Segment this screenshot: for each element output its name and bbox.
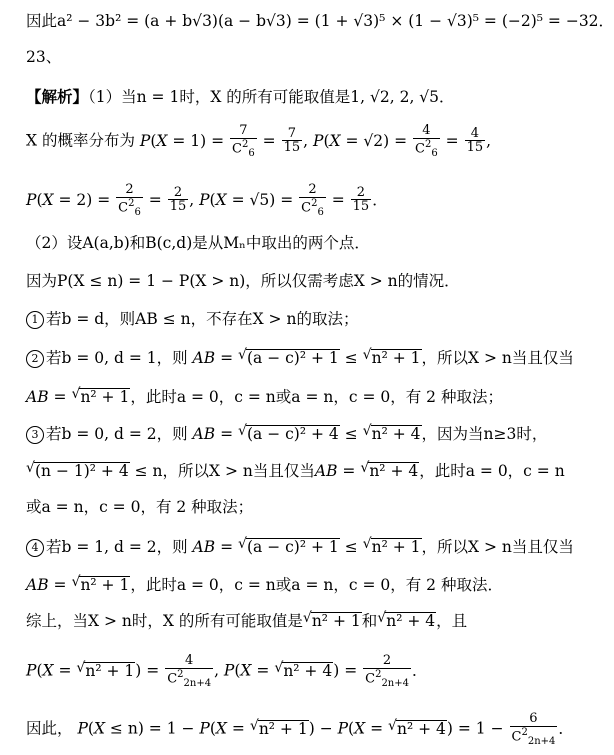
case1-text: 若b = d，则AB ≤ n，不存在X > n的取法； (46, 310, 359, 328)
text-line-12: √ (n − 1)² + 4 ≤ n，所以X > n当且仅当AB = √ n² + 4，此时a = 0，c = n (26, 460, 565, 480)
circle-number-1: 1 (26, 311, 44, 329)
circle-number-3: 3 (26, 426, 44, 444)
case3-post: ，因为当n≥3时， (421, 425, 548, 443)
text-line-1: 因此a² − 3b² = (a + b√3)(a − b√3) = (1 + √3)⁵ × (1 − √3)⁵ = (−2)⁵ = −32． (26, 12, 614, 30)
prob-eq-2: P(X = 2) = $\frac{2}{C^2_6}$ = $\frac{2}{15}$ , P(X = √5) = $\frac{2}{C^2_6}$ = $\frac{2}{15}$ ． (26, 182, 388, 218)
case2-pre: 若b = 0, d = 1，则 (46, 349, 188, 367)
text-line-18: 因此， P(X ≤ n) = 1 − P(X = √ n² + 1) − P(X = √ n² + 4) = 1 − $\frac{6}{C^2_{2n+4}}$ ． (26, 711, 574, 747)
text-line-15: AB = √ n² + 1，此时a = 0，c = n或a = n，c = 0，有 2 种取法． (26, 574, 503, 594)
case2-post: ，所以X > n当且仅当 (421, 349, 574, 367)
prob-eq-1: P(X = 1) = $\frac{7}{C^2_6}$ = $\frac{7}{15}$ , P(X = √2) = $\frac{4}{C^2_6}$ = $\frac{4}{15}$ , (139, 123, 492, 159)
text-line-13: 或a = n，c = 0，有 2 种取法； (26, 498, 254, 516)
text-line-14: 4 若b = 1, d = 2，则 AB = √ (a − c)² + 1 ≤ √ n² + 1，所以X > n当且仅当 (26, 538, 574, 557)
text-line-8 (26, 311, 358, 329)
case2-result: ，此时a = 0，c = n或a = n，c = 0，有 2 种取法； (130, 388, 503, 406)
text-line-10: AB = √ n² + 1，此时a = 0，c = n或a = n，c = 0，有 2 种取法； (26, 386, 503, 406)
text-line-3 (26, 89, 455, 106)
summary-mid: 和 (361, 612, 378, 630)
text-line-16: 综上，当X > n时，X 的所有可能取值是 √ n² + 1和 √ n² + 4，且 (26, 610, 468, 630)
text-line-5 (26, 183, 388, 218)
summary-pre: 综上，当X > n时，X 的所有可能取值是 (26, 612, 303, 630)
case3-cond: ，所以X > n当且仅当 (162, 462, 315, 480)
text-line-6: （2）设A(a,b)和B(c,d)是从Mₙ中取出的两个点． (26, 234, 370, 252)
text-line-7: 因为P(X ≤ n) = 1 − P(X > n)，所以仅需考虑X > n的情况． (26, 272, 460, 290)
case4-pre: 若b = 1, d = 2，则 (46, 538, 188, 556)
case3-tail: ，此时a = 0，c = n (419, 462, 565, 480)
conclusion-pre: 因此， (26, 719, 73, 738)
analysis-label: 【解析】 (26, 87, 89, 106)
text-line-17: P(X = √ n² + 1) = $\frac{4}{C^2_{2n+4}}$ , P(X = √ n² + 4) = $\frac{2}{C^2_{2n+4}}$ ． (26, 653, 428, 689)
text-line-11: 3 若b = 0, d = 2，则 AB = √ (a − c)² + 4 ≤ √ n² + 4，因为当n≥3时， (26, 425, 547, 444)
summary-post: ，且 (436, 612, 468, 630)
question-number: 23、 (26, 48, 62, 66)
case4-result: ，此时a = 0，c = n或a = n，c = 0，有 2 种取法． (130, 576, 503, 594)
text-line-4 (26, 124, 491, 159)
dist-label: X 的概率分布为 (26, 131, 135, 150)
text-line-9: 2 若b = 0, d = 1，则 AB = √ (a − c)² + 1 ≤ √ n² + 1，所以X > n当且仅当 (26, 349, 574, 368)
case3-pre: 若b = 0, d = 2，则 (46, 425, 188, 443)
circle-number-2: 2 (26, 350, 44, 368)
case4-post: ，所以X > n当且仅当 (421, 538, 574, 556)
part1-text: （1）当n = 1时，X 的所有可能取值是1, √2, 2, √5． (88, 88, 455, 106)
circle-number-4: 4 (26, 539, 44, 557)
